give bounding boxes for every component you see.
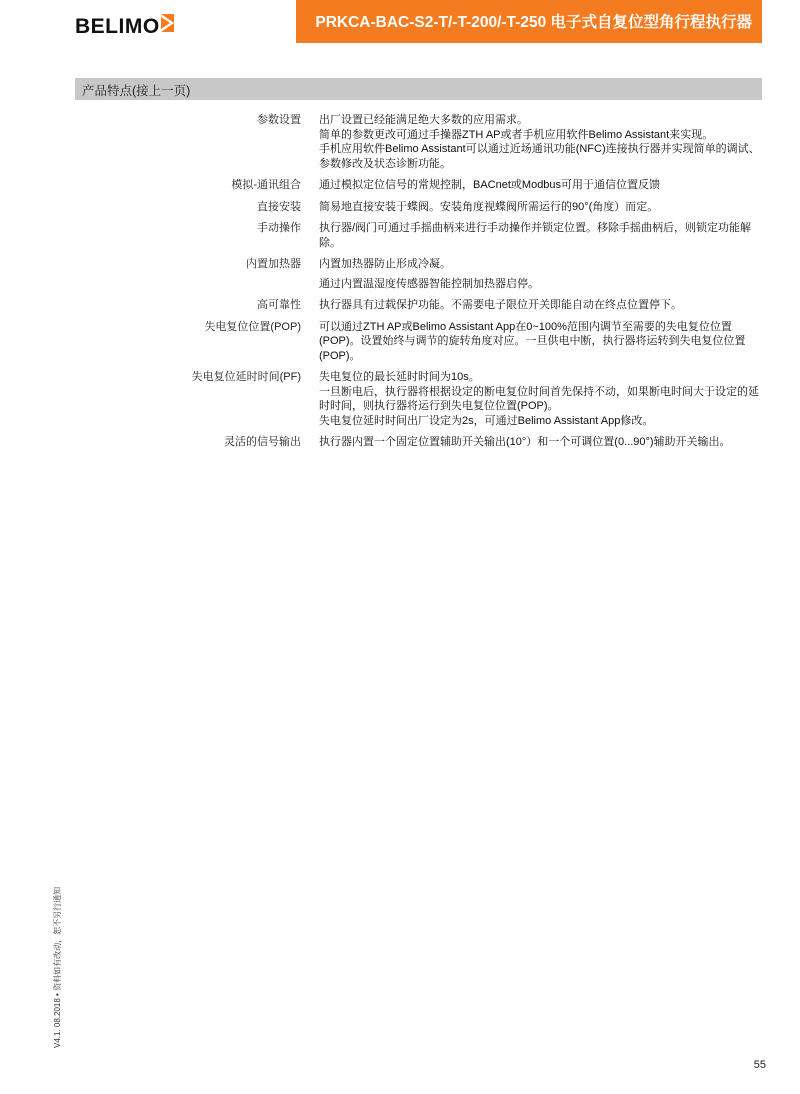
document-title: PRKCA-BAC-S2-T/-T-200/-T-250 电子式自复位型角行程执行器 [315, 14, 752, 31]
feature-description [319, 370, 762, 428]
feature-description [319, 320, 762, 364]
feature-row [75, 320, 762, 364]
feature-description [319, 200, 762, 215]
feature-label: 参数设置 [257, 114, 301, 126]
feature-description-line: 执行器/阀门可通过手摇曲柄来进行手动操作并锁定位置。移除手摇曲柄后，则锁定功能解除。 [319, 222, 752, 249]
belimo-logo [75, 13, 174, 41]
feature-row [75, 370, 762, 428]
feature-row [75, 178, 762, 193]
feature-description-line: 内置加热器防止形成冷凝。 [319, 258, 451, 270]
feature-row [75, 200, 762, 215]
feature-row [75, 298, 762, 313]
feature-description-line: 可以通过ZTH AP或Belimo Assistant App在0~100%范围内调节至需要的失电复位位置(POP)。设置始终与调节的旋转角度对应。一旦供电中断，执行器将运转到失电复位位置(POP)。 [319, 320, 746, 362]
feature-description-line: 手机应用软件Belimo Assistant可以通过近场通讯功能(NFC)连接执行器并实现简单的调试、参数修改及状态诊断功能。 [319, 143, 760, 170]
feature-description-line: 一旦断电后，执行器将根据设定的断电复位时间首先保持不动，如果断电时间大于设定的延时时间，则执行器将运行到失电复位位置(POP)。 [319, 385, 759, 412]
feature-description-line: 通过模拟定位信号的常规控制，BACnet或Modbus可用于通信位置反馈 [319, 179, 661, 191]
title-bar [296, 0, 762, 43]
features-list [75, 113, 762, 457]
feature-label: 灵活的信号输出 [224, 436, 301, 448]
feature-label: 失电复位位置(POP) [204, 320, 301, 333]
revision-note: V4.1. 08.2018 • 资料如有改动，恕不另行通知 [53, 886, 62, 1048]
feature-description [319, 113, 762, 171]
feature-description [319, 221, 762, 250]
section-header [75, 78, 762, 100]
feature-description-line: 出厂设置已经能满足绝大多数的应用需求。 [319, 114, 528, 126]
feature-description [319, 298, 762, 313]
feature-description-line: 失电复位延时时间出厂设定为2s，可通过Belimo Assistant App修改。 [319, 414, 654, 427]
feature-label: 直接安装 [257, 200, 301, 213]
feature-label: 手动操作 [257, 222, 301, 234]
feature-row [75, 257, 762, 291]
feature-description-line: 简易地直接安装于蝶阀。安装角度视蝶阀所需运行的90°(角度）而定。 [319, 200, 659, 213]
feature-label: 内置加热器 [246, 258, 301, 270]
feature-label: 高可靠性 [257, 299, 301, 311]
page-number: 55 [753, 1059, 766, 1071]
feature-description-line: 失电复位的最长延时时间为10s。 [319, 371, 480, 383]
feature-label: 失电复位延时时间(PF) [191, 371, 301, 383]
feature-row [75, 435, 762, 450]
feature-label: 模拟-通讯组合 [231, 179, 301, 191]
feature-description [319, 435, 762, 450]
feature-description-line: 执行器具有过载保护功能。不需要电子限位开关即能自动在终点位置停下。 [319, 299, 682, 311]
feature-description-line: 简单的参数更改可通过手操器ZTH AP或者手机应用软件Belimo Assistant来实现。 [319, 128, 714, 141]
feature-description-line: 通过内置温湿度传感器智能控制加热器启停。 [319, 277, 539, 290]
logo-text: BELIMO [75, 15, 160, 38]
feature-description [319, 178, 762, 193]
section-title: 产品特点(接上一页) [82, 84, 191, 98]
feature-description-line: 执行器内置一个固定位置辅助开关输出(10°）和一个可调位置(0...90°)辅助开关输出。 [319, 436, 731, 448]
feature-row [75, 113, 762, 171]
logo-flag-icon [161, 14, 174, 32]
feature-row [75, 221, 762, 250]
feature-description [319, 257, 762, 291]
